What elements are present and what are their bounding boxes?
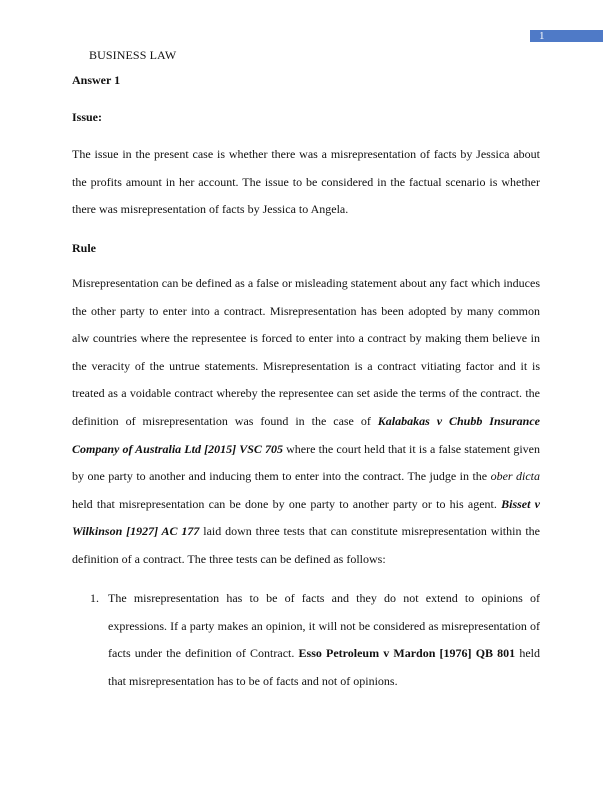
case-citation-bisset: Bisset v Wilkinson [1927] AC 177 [72,496,540,539]
case-citation-kalabakas: Kalabakas v Chubb Insurance Company of Australia Ltd [2015] VSC 705 [72,413,540,456]
running-header: BUSINESS LAW [89,48,177,62]
list-number: 1. [90,591,99,605]
test-text-2: held that misrepresentation has to be of facts and not of opinions. [108,646,540,688]
rule-text-1: Misrepresentation can be defined as a false or misleading statement about any fact which induces the other party to enter into a contract. Misrepresentation has been adopted by many common alw countries where the representee is forced to enter into a contract by making them believe in the veracity of the untrue statements. Misrepresentation is a contract vitiating factor and it is treated as a voidable contract whereby the representee can set aside the terms of the contract. the definition of misrepresentation was found in the case of [72,276,540,428]
rule-text-3: held that misrepresentation can be done by one party to another party or to his agent. [72,496,502,511]
page-number: 1 [530,30,603,42]
rule-text-4: laid down three tests that can constitute misrepresentation within the definition of a contract. The three tests can be defined as follows: [72,524,540,566]
test-text-1: The misrepresentation has to be of facts and they do not extend to opinions of expressions. If a party makes an opinion, it will not be considered as misrepresentation of facts under the definition of Contract. [108,591,540,661]
obiter-dicta-term: ober dicta [490,469,540,484]
tests-list [72,585,540,695]
issue-heading: Issue: [72,110,103,124]
case-citation-esso: Esso Petroleum v Mardon [1976] QB 801 [298,646,516,661]
issue-paragraph: The issue in the present case is whether there was a misrepresentation of facts by Jessica about the profits amount in her account. The issue to be considered in the factual scenario is whether there was misrepresentation of facts by Jessica to Angela. [72,147,540,217]
rule-paragraph [72,270,540,574]
list-text [108,585,540,695]
list-item [72,585,540,695]
answer-heading: Answer 1 [72,73,121,87]
rule-text-2: where the court held that it is a false statement given by one party to another and inducing them to enter into the contract. The judge in the [72,441,540,484]
rule-heading: Rule [72,241,96,255]
